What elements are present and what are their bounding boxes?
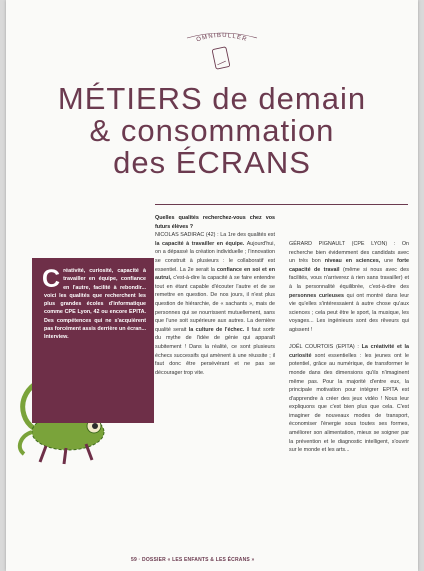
highlight-run: confiance en soi et en autrui, (155, 266, 275, 282)
highlight-run: personnes curieuses (289, 292, 345, 299)
title-line-2: & consommation (89, 113, 335, 148)
text-run: qui ont montré dans leur vie qu'elles s'intéressaient à autre chose qu'aux sciences ; cela peut être le sport, la musique, les voyages... Les ingénieurs sont des rêveurs qui agissent ! (289, 292, 410, 333)
text-run: une (384, 258, 394, 265)
text-run: sont essentielles : les jeunes ont le potentiel, grâce au numérique, de transformer le monde dans des dimensions qu'ils n'imaginent même pas. Pour la majorité d'entre eux, la principale motivation pour intégrer EPITA est d'apprendre à créer des jeux vidéo ! Nous leur expliquons que c'est bien plus que cela. C'est imaginer de nouveaux modes de transport, économiser l'énergie sous toutes ses formes, améliorer son alimentation, mieux se soigner par la prévention et le diagnostic intelligent, s'ouvrir sur le monde et les arts... (289, 352, 410, 454)
article-column-1 (155, 214, 275, 377)
magazine-page (6, 0, 418, 571)
text-run: Il faut sortir du mythe de l'idée de génie qui apparaît subitement ! Dans la réalité, ce sont plusieurs échecs successifs qui amènent à une réussite ; il faut donc être persévérant et ne pas se décourager trop vite. (155, 326, 276, 376)
article-column-2 (289, 240, 409, 455)
highlight-run: niveau en sciences, (324, 258, 381, 265)
text-run: Aujourd'hui, on a dépassé la création individuelle ; l'innovation se construit à plusieurs : le collaboratif est essentiel. La 2e serait la (155, 240, 275, 273)
text-run: c'est-à-dire la capacité à se faire entendre tout en étant capable d'écouter l'autre et de se remettre en question. De nos jours, il n'est plus question de hiérarchie, de « sachants », mais de personnes qui se nourrissent mutuellement, sans que l'une soit supérieure aux autres. La dernière qualité serait (155, 275, 276, 333)
text-run: La 1re des qualités est (220, 232, 275, 239)
omnibuller-tab-icon (185, 28, 259, 76)
text-run: On recherche bien évidemment des candidats avec un très bon (289, 241, 410, 265)
highlight-run: la capacité à travailler en équipe. (155, 240, 245, 247)
title-line-3: des ÉCRANS (113, 145, 311, 180)
speaker-name: NICOLAS SADIRAC (42) : (155, 232, 219, 239)
highlight-run: la culture de l'échec. (188, 326, 245, 333)
page-footer: 59 · DOSSIER « LES ENFANTS & LES ÉCRANS » (131, 557, 255, 563)
highlight-run: La créativité et la curiosité (289, 344, 410, 359)
speaker-name: JOËL COURTOIS (EPITA) : (289, 344, 359, 351)
intro-text: réativité, curiosité, capacité à travailler en équipe, confiance en l'autre, facilité à rebondir... voici les qualités que recherchent les plus grandes écoles d'informatique comme CPE Lyon, 42 ou encore EPITA. Des compétences qui ne s'acquièrent pas forcément assis derrière un écran... Interview. (44, 268, 146, 341)
intro-dropcap: C (42, 265, 61, 293)
title-line-1: MÉTIERS de demain (57, 81, 367, 116)
text-run: (même si nous avec des facilités, vous n'arriverez à rien sans travailler) et à la personnalité équilibrée, c'est-à-dire des (289, 266, 409, 290)
intro-box (32, 258, 154, 423)
speaker-name: GÉRARD PIGNAULT (CPE LYON) : (289, 241, 396, 247)
divider (155, 204, 408, 205)
question: Quelles qualités recherchez-vous chez vos futurs élèves ? (155, 215, 275, 230)
tab-label: OMNIBULLER (195, 32, 249, 44)
highlight-run: forte capacité de travail (289, 258, 410, 273)
